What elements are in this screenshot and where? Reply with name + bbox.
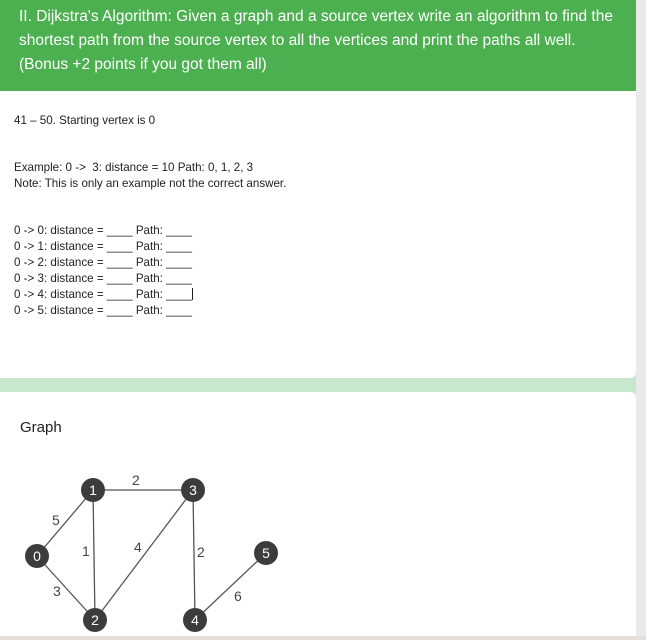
node-0-label: 0 xyxy=(33,548,41,564)
answer-line-0: 0 -> 0: distance = ____ Path: ____ xyxy=(14,224,192,237)
section-description xyxy=(14,113,614,319)
start-line: 41 – 50. Starting vertex is 0 xyxy=(14,114,156,127)
example-line: Example: 0 -> 3: distance = 10 Path: 0, 1, 2, 3 xyxy=(14,161,254,174)
graph-section-card xyxy=(0,392,636,638)
answer-line-5: 0 -> 5: distance = ____ Path: ____ xyxy=(14,304,192,317)
note-line: Note: This is only an example not the correct answer. xyxy=(14,177,287,190)
weight-0-2: 3 xyxy=(53,583,61,599)
graph-title: Graph xyxy=(20,419,62,436)
node-2-label: 2 xyxy=(91,612,99,628)
edge-1-2 xyxy=(93,490,95,620)
weight-2-3: 4 xyxy=(134,539,142,555)
answer-line-1: 0 -> 1: distance = ____ Path: ____ xyxy=(14,240,192,253)
section-title: II. Dijkstra's Algorithm: Given a graph and a source vertex write an algorithm to find the shortest path from the source vertex to all the vertices and print the paths all well. (Bonus +2 points if you got them all) xyxy=(19,8,613,73)
edge-3-4 xyxy=(193,490,195,620)
weight-4-5: 6 xyxy=(234,588,242,604)
weight-3-4: 2 xyxy=(197,544,205,560)
graph-diagram xyxy=(0,392,300,638)
page-scroll-edge xyxy=(636,0,646,640)
answer-line-3: 0 -> 3: distance = ____ Path: ____ xyxy=(14,272,192,285)
node-5-label: 5 xyxy=(262,545,270,561)
bottom-edge xyxy=(0,636,646,640)
node-4-label: 4 xyxy=(191,612,199,628)
edge-2-3 xyxy=(95,490,193,620)
text-cursor xyxy=(192,288,193,300)
edge-4-5 xyxy=(195,553,266,620)
node-1-label: 1 xyxy=(89,482,97,498)
answer-line-4-text: 0 -> 4: distance = ____ Path: ____ xyxy=(14,288,192,301)
section-header xyxy=(0,0,636,91)
answer-line-2: 0 -> 2: distance = ____ Path: ____ xyxy=(14,256,192,269)
weight-0-1: 5 xyxy=(52,512,60,528)
weight-1-2: 1 xyxy=(82,543,90,559)
answer-line-4 xyxy=(14,287,614,303)
edge-0-2 xyxy=(37,556,95,620)
node-3-label: 3 xyxy=(189,482,197,498)
weight-1-3: 2 xyxy=(132,472,140,488)
